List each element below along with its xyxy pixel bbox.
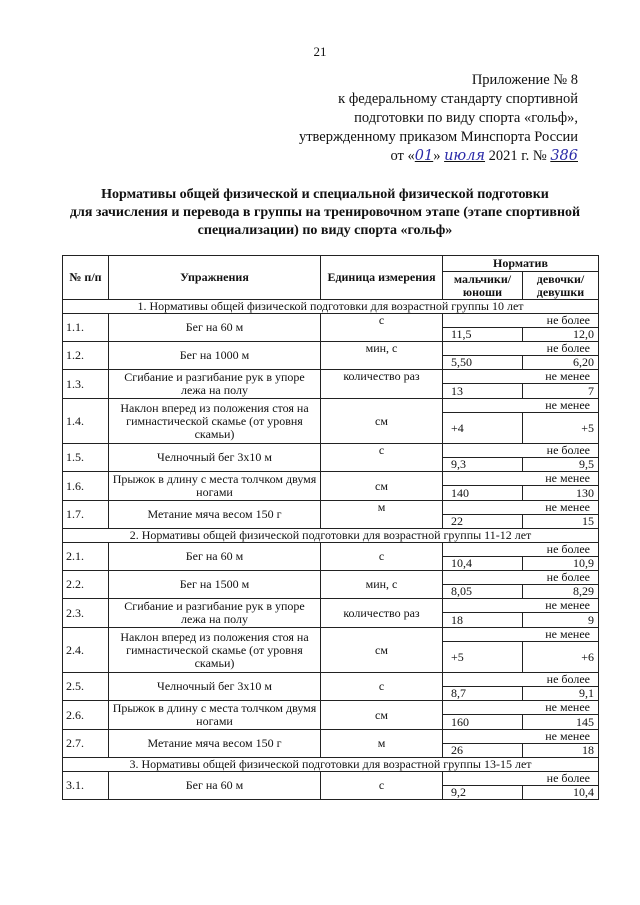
- handwritten-month: июля: [444, 148, 486, 164]
- value-boys: 160: [443, 715, 523, 730]
- appendix-line: подготовки по виду спорта «гольф»,: [354, 110, 578, 126]
- row-number: 2.2.: [63, 571, 109, 599]
- value-boys: +5: [443, 642, 523, 673]
- requirement-label: не более: [443, 444, 599, 458]
- value-boys: 11,5: [443, 328, 523, 342]
- table-row: [63, 444, 599, 458]
- row-number: 1.7.: [63, 501, 109, 529]
- exercise-name: Бег на 1000 м: [109, 342, 321, 370]
- exercise-name: Челночный бег 3x10 м: [109, 673, 321, 701]
- value-boys: 9,2: [443, 786, 523, 800]
- table-row: [63, 543, 599, 557]
- exercise-name: Бег на 60 м: [109, 543, 321, 571]
- row-number: 3.1.: [63, 772, 109, 800]
- unit-of-measure: см: [321, 399, 443, 444]
- date-prefix: от «: [390, 148, 415, 164]
- handwritten-day: 01: [414, 148, 434, 164]
- requirement-label: не более: [443, 543, 599, 557]
- unit-of-measure: см: [321, 472, 443, 501]
- order-date-line: [238, 147, 578, 166]
- value-girls: +5: [523, 413, 599, 444]
- value-boys: +4: [443, 413, 523, 444]
- title-line: специализации) по виду спорта «гольф»: [197, 223, 453, 238]
- appendix-line: к федеральному стандарту спортивной: [338, 91, 578, 107]
- exercise-name: Прыжок в длину с места толчком двумя ногами: [109, 701, 321, 730]
- title-line: для зачисления и перевода в группы на тренировочном этапе (этапе спортивной: [69, 205, 581, 220]
- value-boys: 10,4: [443, 557, 523, 571]
- unit-of-measure: м: [321, 730, 443, 758]
- requirement-label: не менее: [443, 701, 599, 715]
- header-norm: Норматив: [443, 256, 599, 272]
- requirement-label: не более: [443, 571, 599, 585]
- section-title: 3. Нормативы общей физической подготовки для возрастной группы 13-15 лет: [63, 758, 599, 772]
- value-girls: 15: [523, 515, 599, 529]
- date-suffix: 2021 г. №: [485, 148, 551, 164]
- unit-of-measure: с: [321, 772, 443, 800]
- exercise-name: Наклон вперед из положения стоя на гимнастической скамье (от уровня скамьи): [109, 399, 321, 444]
- exercise-name: Бег на 1500 м: [109, 571, 321, 599]
- value-girls: 6,20: [523, 356, 599, 370]
- handwritten-order-number: 386: [550, 148, 578, 164]
- table-row: [63, 730, 599, 744]
- value-girls: 9: [523, 613, 599, 628]
- value-boys: 140: [443, 486, 523, 501]
- norms-table-body: [63, 300, 599, 800]
- section-title: 2. Нормативы общей физической подготовки для возрастной группы 11-12 лет: [63, 529, 599, 543]
- table-row: [63, 701, 599, 715]
- title-line: Нормативы общей физической и специальной физической подготовки: [101, 187, 549, 202]
- header-boys: мальчики/ юноши: [443, 272, 523, 300]
- exercise-name: Сгибание и разгибание рук в упоре лежа на полу: [109, 370, 321, 399]
- unit-of-measure: количество раз: [321, 370, 443, 399]
- requirement-label: не менее: [443, 472, 599, 486]
- exercise-name: Метание мяча весом 150 г: [109, 730, 321, 758]
- table-row: [63, 342, 599, 356]
- row-number: 1.5.: [63, 444, 109, 472]
- exercise-name: Сгибание и разгибание рук в упоре лежа на полу: [109, 599, 321, 628]
- value-boys: 8,05: [443, 585, 523, 599]
- value-girls: 9,1: [523, 687, 599, 701]
- value-boys: 9,3: [443, 458, 523, 472]
- appendix-header: [238, 71, 578, 166]
- row-number: 2.4.: [63, 628, 109, 673]
- value-girls: 130: [523, 486, 599, 501]
- requirement-label: не более: [443, 314, 599, 328]
- header-girls: девочки/ девушки: [523, 272, 599, 300]
- table-row: [63, 370, 599, 384]
- value-girls: 12,0: [523, 328, 599, 342]
- table-row: [63, 628, 599, 642]
- row-number: 2.5.: [63, 673, 109, 701]
- row-number: 2.1.: [63, 543, 109, 571]
- exercise-name: Челночный бег 3x10 м: [109, 444, 321, 472]
- row-number: 1.6.: [63, 472, 109, 501]
- exercise-name: Бег на 60 м: [109, 314, 321, 342]
- exercise-name: Прыжок в длину с места толчком двумя ногами: [109, 472, 321, 501]
- value-boys: 13: [443, 384, 523, 399]
- document-title: [60, 186, 590, 240]
- section-header-row: [63, 758, 599, 772]
- requirement-label: не менее: [443, 370, 599, 384]
- norms-table: [62, 255, 599, 800]
- section-title: 1. Нормативы общей физической подготовки для возрастной группы 10 лет: [63, 300, 599, 314]
- row-number: 1.2.: [63, 342, 109, 370]
- row-number: 1.4.: [63, 399, 109, 444]
- requirement-label: не менее: [443, 628, 599, 642]
- requirement-label: не более: [443, 673, 599, 687]
- unit-of-measure: м: [321, 501, 443, 529]
- value-girls: 145: [523, 715, 599, 730]
- section-header-row: [63, 300, 599, 314]
- requirement-label: не более: [443, 772, 599, 786]
- value-boys: 18: [443, 613, 523, 628]
- value-girls: 9,5: [523, 458, 599, 472]
- exercise-name: Метание мяча весом 150 г: [109, 501, 321, 529]
- header-number: № п/п: [63, 256, 109, 300]
- table-row: [63, 399, 599, 413]
- section-header-row: [63, 529, 599, 543]
- value-girls: 10,4: [523, 786, 599, 800]
- unit-of-measure: с: [321, 543, 443, 571]
- table-row: [63, 673, 599, 687]
- header-unit: Единица измерения: [321, 256, 443, 300]
- date-mid: »: [433, 148, 445, 164]
- exercise-name: Наклон вперед из положения стоя на гимнастической скамье (от уровня скамьи): [109, 628, 321, 673]
- unit-of-measure: см: [321, 628, 443, 673]
- unit-of-measure: мин, с: [321, 342, 443, 370]
- table-row: [63, 772, 599, 786]
- row-number: 2.3.: [63, 599, 109, 628]
- value-girls: 10,9: [523, 557, 599, 571]
- page-number: 21: [313, 44, 327, 59]
- row-number: 1.1.: [63, 314, 109, 342]
- value-girls: 18: [523, 744, 599, 758]
- unit-of-measure: количество раз: [321, 599, 443, 628]
- value-girls: +6: [523, 642, 599, 673]
- unit-of-measure: см: [321, 701, 443, 730]
- value-girls: 7: [523, 384, 599, 399]
- exercise-name: Бег на 60 м: [109, 772, 321, 800]
- requirement-label: не менее: [443, 730, 599, 744]
- unit-of-measure: с: [321, 314, 443, 342]
- requirement-label: не менее: [443, 399, 599, 413]
- requirement-label: не менее: [443, 501, 599, 515]
- row-number: 2.7.: [63, 730, 109, 758]
- table-row: [63, 599, 599, 613]
- requirement-label: не более: [443, 342, 599, 356]
- header-exercise: Упражнения: [109, 256, 321, 300]
- table-row: [63, 571, 599, 585]
- value-boys: 5,50: [443, 356, 523, 370]
- table-row: [63, 472, 599, 486]
- table-row: [63, 501, 599, 515]
- value-boys: 22: [443, 515, 523, 529]
- value-boys: 26: [443, 744, 523, 758]
- appendix-title: Приложение № 8: [471, 72, 578, 88]
- row-number: 1.3.: [63, 370, 109, 399]
- row-number: 2.6.: [63, 701, 109, 730]
- value-boys: 8,7: [443, 687, 523, 701]
- requirement-label: не менее: [443, 599, 599, 613]
- table-row: [63, 314, 599, 328]
- unit-of-measure: с: [321, 444, 443, 472]
- appendix-line: утвержденному приказом Минспорта России: [298, 129, 578, 145]
- unit-of-measure: с: [321, 673, 443, 701]
- unit-of-measure: мин, с: [321, 571, 443, 599]
- value-girls: 8,29: [523, 585, 599, 599]
